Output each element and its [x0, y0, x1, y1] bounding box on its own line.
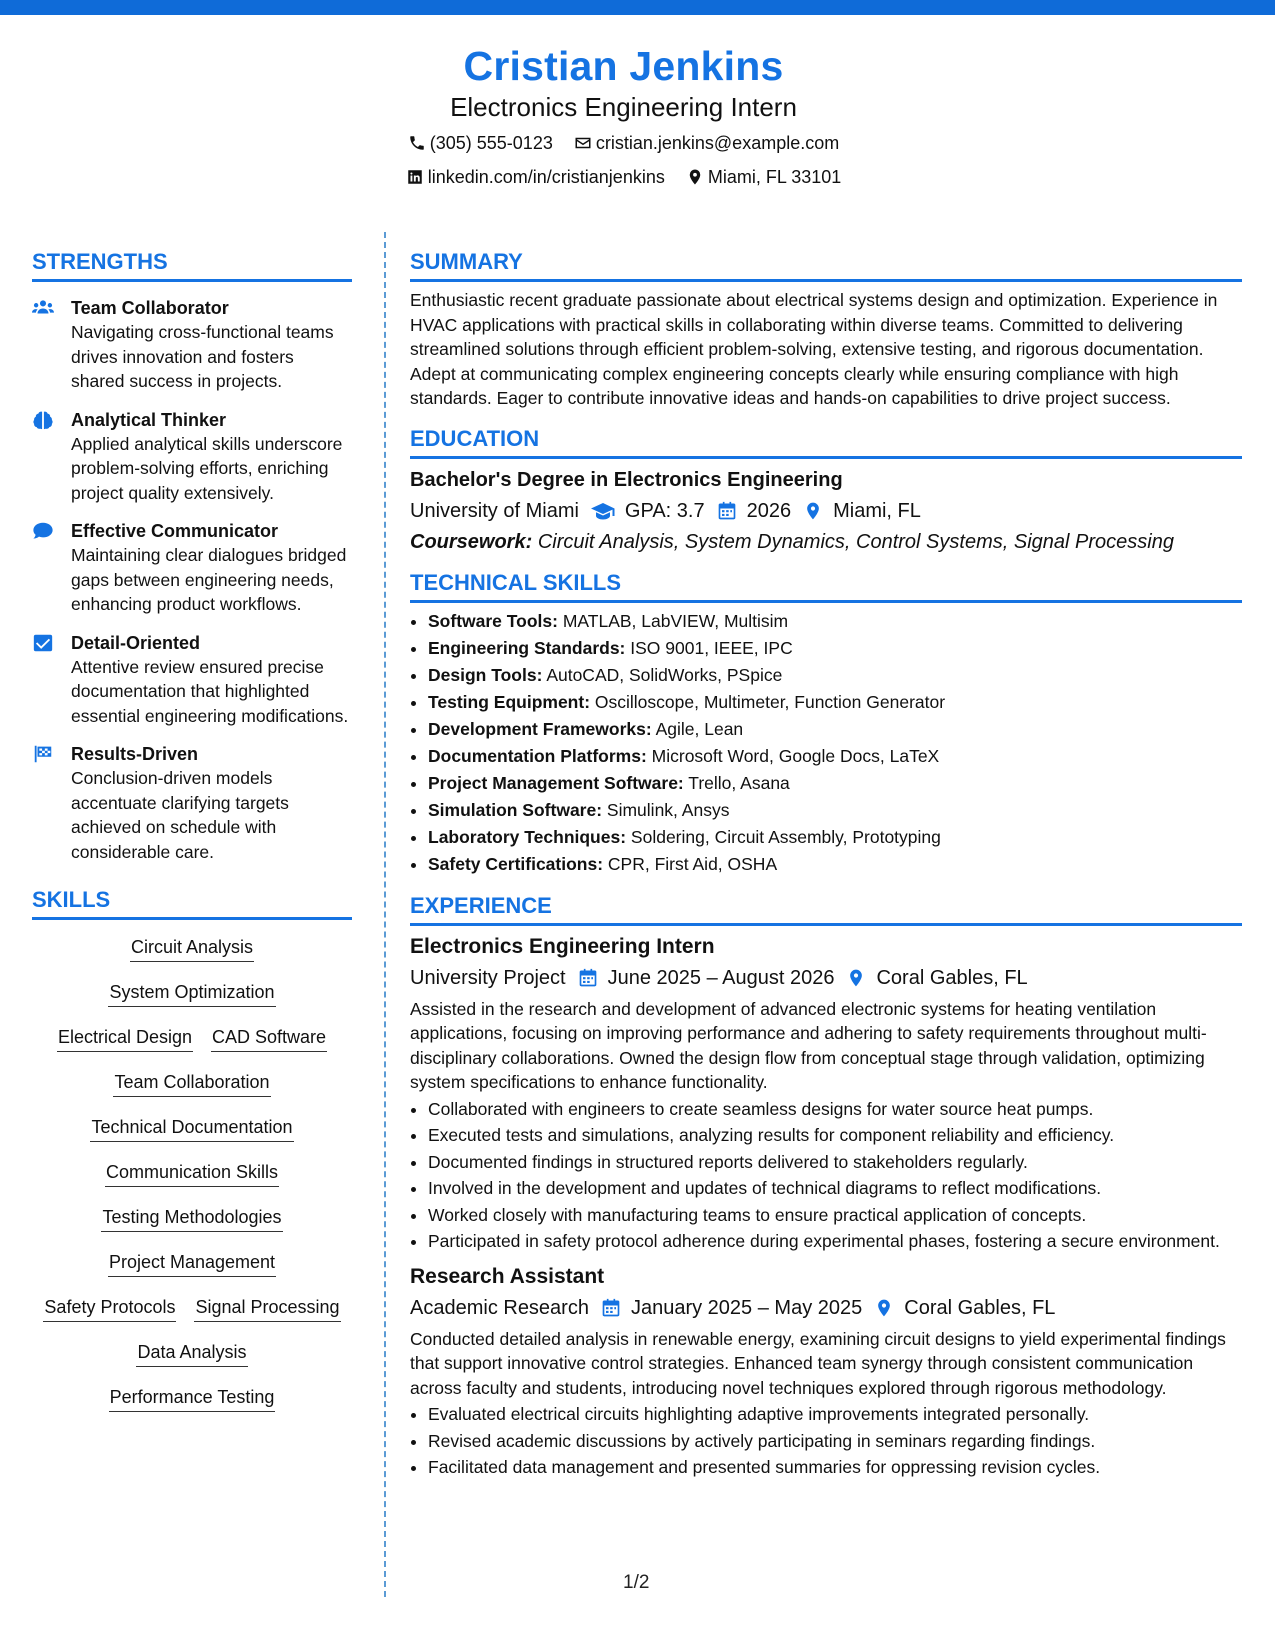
- strength-desc: Applied analytical skills underscore problem-solving efforts, enriching project quality extensively.: [71, 433, 343, 503]
- skill-tag: Communication Skills: [105, 1159, 279, 1187]
- skill-tag: Safety Protocols: [43, 1294, 176, 1322]
- school-name: University of Miami: [410, 499, 579, 522]
- candidate-name: Cristian Jenkins: [463, 43, 784, 89]
- gpa-text: GPA: 3.7: [624, 499, 705, 522]
- job-title: Electronics Engineering Intern: [410, 934, 715, 958]
- brain-icon: [32, 410, 54, 430]
- skill-values: Microsoft Word, Google Docs, LaTeX: [651, 745, 940, 766]
- skill-tag: Circuit Analysis: [130, 934, 254, 962]
- strength-item: [32, 296, 352, 394]
- list-item: • Evaluated electrical circuits highlighting adaptive improvements integrated personally.: [428, 1402, 1242, 1427]
- calendar-icon: [578, 968, 598, 988]
- skill-row: [32, 1294, 352, 1339]
- map-pin-icon: [803, 501, 823, 521]
- job-org: Academic Research: [410, 1296, 589, 1319]
- strength-title: Analytical Thinker: [71, 409, 227, 430]
- chat-icon: [32, 521, 54, 541]
- list-item: • Involved in the development and updates of technical diagrams to reflect modifications.: [428, 1176, 1242, 1201]
- technical-skills-section: [410, 569, 1242, 878]
- list-item: • Worked closely with manufacturing teams to ensure practical application of concepts.: [428, 1203, 1242, 1228]
- skill-row: [32, 1204, 352, 1249]
- technical-skills-list: [410, 608, 1242, 878]
- job-title: Research Assistant: [410, 1264, 605, 1288]
- skill-category: Documentation Platforms:: [428, 745, 647, 766]
- skill-category: Engineering Standards:: [428, 637, 626, 658]
- education-heading: EDUCATION: [410, 425, 1242, 459]
- list-item: [428, 851, 1242, 878]
- skill-row: [32, 1024, 352, 1069]
- map-pin-icon: [686, 168, 704, 186]
- skill-values: Agile, Lean: [655, 718, 744, 739]
- skill-values: CPR, First Aid, OSHA: [607, 853, 778, 874]
- left-column: [32, 248, 352, 1429]
- phone-text: (305) 555-0123: [429, 133, 553, 153]
- grad-year: 2026: [746, 499, 792, 522]
- skill-row: [32, 1114, 352, 1159]
- skill-values: Oscilloscope, Multimeter, Function Generator: [594, 691, 946, 712]
- skill-values: Simulink, Ansys: [606, 799, 730, 820]
- skill-tag: Technical Documentation: [90, 1114, 293, 1142]
- list-item: • Participated in safety protocol adherence during experimental phases, fostering a secure environment.: [428, 1229, 1242, 1254]
- list-item: • Executed tests and simulations, analyzing results for component reliability and efficiency.: [428, 1123, 1242, 1148]
- skill-tag: CAD Software: [211, 1024, 327, 1052]
- graduation-cap-icon: [591, 501, 615, 521]
- skill-values: MATLAB, LabVIEW, Multisim: [562, 610, 789, 631]
- skill-tag: Data Analysis: [136, 1339, 247, 1367]
- school-location: Miami, FL: [833, 499, 921, 522]
- location-contact: [686, 166, 841, 188]
- email-text: cristian.jenkins@example.com: [595, 133, 840, 153]
- strength-desc: Maintaining clear dialogues bridged gaps between engineering needs, enhancing product workflows.: [71, 545, 347, 614]
- skill-row: [32, 1339, 352, 1384]
- list-item: [428, 770, 1242, 797]
- list-item: • Revised academic discussions by actively participating in seminars regarding findings.: [428, 1429, 1242, 1454]
- strength-item: [32, 408, 352, 506]
- location-text: Miami, FL 33101: [707, 167, 842, 187]
- list-item: [428, 797, 1242, 824]
- envelope-icon: [574, 134, 592, 152]
- users-icon: [32, 298, 54, 318]
- skill-category: Development Frameworks:: [428, 718, 652, 739]
- strength-item: [32, 742, 352, 864]
- job-entry: [410, 934, 1242, 1254]
- strength-item: [32, 519, 352, 617]
- skill-category: Design Tools:: [428, 664, 543, 685]
- strength-desc: Attentive review ensured precise documentation that highlighted essential engineering modifications.: [71, 656, 349, 726]
- job-meta: [410, 1295, 1242, 1321]
- skill-values: Trello, Asana: [688, 772, 790, 793]
- strengths-heading: STRENGTHS: [32, 248, 352, 282]
- experience-section: [410, 892, 1242, 1480]
- skill-tag: Signal Processing: [194, 1294, 340, 1322]
- column-divider: [384, 232, 386, 1597]
- job-dates: June 2025 – August 2026: [607, 966, 835, 989]
- job-description: Assisted in the research and development of advanced electronic systems for heating ventilation applications, focusing on improving performance and adhering to safety requirements throughout multi-disciplinary collaborations. Owned the design flow from conceptual stage through validation, optimizing system specifications to enhance functionality.: [410, 998, 1207, 1092]
- list-item: [428, 824, 1242, 851]
- page-number: 1/2: [623, 1572, 650, 1593]
- education-meta: [410, 498, 1242, 524]
- email-contact[interactable]: [574, 132, 839, 154]
- skill-row: [32, 1249, 352, 1294]
- skill-tag: Project Management: [108, 1249, 276, 1277]
- calendar-icon: [717, 501, 737, 521]
- skills-list: [32, 934, 352, 1429]
- education-section: [410, 425, 1242, 555]
- checkbox-icon: [32, 633, 54, 653]
- skill-row: [32, 1384, 352, 1429]
- strength-desc: Conclusion-driven models accentuate clarifying targets achieved on schedule with considerable care.: [71, 768, 289, 862]
- job-dates: January 2025 – May 2025: [630, 1296, 863, 1319]
- skill-row: [32, 934, 352, 979]
- job-location: Coral Gables, FL: [904, 1296, 1056, 1319]
- job-org: University Project: [410, 966, 566, 989]
- phone-contact[interactable]: [408, 132, 553, 154]
- skill-tag: System Optimization: [108, 979, 275, 1007]
- technical-skills-heading: TECHNICAL SKILLS: [410, 569, 1242, 603]
- skill-category: Laboratory Techniques:: [428, 826, 627, 847]
- degree-title: Bachelor's Degree in Electronics Engineering: [410, 468, 843, 491]
- coursework-list: Circuit Analysis, System Dynamics, Control Systems, Signal Processing: [537, 530, 1174, 553]
- skills-heading: SKILLS: [32, 886, 352, 920]
- linkedin-text: linkedin.com/in/cristianjenkins: [427, 167, 665, 187]
- job-bullets: [410, 1402, 1242, 1480]
- list-item: • Documented findings in structured reports delivered to stakeholders regularly.: [428, 1150, 1242, 1175]
- skill-category: Project Management Software:: [428, 772, 684, 793]
- job-description: Conducted detailed analysis in renewable energy, examining circuit designs to yield experimental findings that support innovative control strategies. Enhanced team synergy through consistent communication across faculty and students, introducing novel techniques explored through rigorous methodology.: [410, 1328, 1226, 1398]
- summary-text: Enthusiastic recent graduate passionate about electrical systems design and optimization. Experience in HVAC applications with practical skills in collaborating within diverse teams. Committed to delivering streamlined solutions through efficient problem-solving, extensive testing, and rigorous documentation. Adept at communicating complex engineering concepts clearly while ensuring compliance with high standards. Eager to contribute innovative ideas and hands-on capabilities to drive project success.: [410, 290, 1218, 408]
- coursework: [410, 529, 1242, 555]
- contact-row-1: [0, 132, 1275, 157]
- skill-category: Safety Certifications:: [428, 853, 604, 874]
- calendar-icon: [601, 1298, 621, 1318]
- skill-category: Testing Equipment:: [428, 691, 591, 712]
- contact-row-2: [0, 166, 1275, 191]
- skill-category: Software Tools:: [428, 610, 558, 631]
- list-item: • Collaborated with engineers to create seamless designs for water source heat pumps.: [428, 1097, 1242, 1122]
- summary-heading: SUMMARY: [410, 248, 1242, 282]
- linkedin-contact[interactable]: [406, 166, 665, 188]
- experience-heading: EXPERIENCE: [410, 892, 1242, 926]
- job-bullets: [410, 1097, 1242, 1254]
- coursework-label: Coursework:: [410, 530, 533, 553]
- job-entry: [410, 1264, 1242, 1480]
- resume-header: [0, 42, 1275, 191]
- map-pin-icon: [846, 968, 866, 988]
- job-location: Coral Gables, FL: [876, 966, 1028, 989]
- skill-tag: Performance Testing: [109, 1384, 276, 1412]
- skill-category: Simulation Software:: [428, 799, 603, 820]
- list-item: [428, 743, 1242, 770]
- strength-title: Results-Driven: [71, 744, 199, 764]
- phone-icon: [408, 134, 426, 152]
- skill-tag: Testing Methodologies: [101, 1204, 282, 1232]
- strength-desc: Navigating cross-functional teams drives innovation and fosters shared success in projects.: [71, 322, 334, 391]
- skill-tag: Electrical Design: [57, 1024, 193, 1052]
- list-item: [428, 716, 1242, 743]
- right-column: [410, 248, 1242, 1482]
- skill-row: [32, 979, 352, 1024]
- list-item: [428, 689, 1242, 716]
- list-item: [428, 635, 1242, 662]
- skill-values: AutoCAD, SolidWorks, PSpice: [546, 664, 783, 685]
- skill-values: ISO 9001, IEEE, IPC: [630, 637, 793, 658]
- skill-row: [32, 1159, 352, 1204]
- top-accent-bar: [0, 0, 1275, 15]
- list-item: [428, 662, 1242, 689]
- job-meta: [410, 965, 1242, 991]
- list-item: [428, 608, 1242, 635]
- flag-checkered-icon: [32, 744, 54, 764]
- linkedin-icon: [406, 168, 424, 186]
- skill-tag: Team Collaboration: [113, 1069, 270, 1097]
- list-item: • Facilitated data management and presented summaries for oppressing revision cycles.: [428, 1455, 1242, 1480]
- strength-title: Detail-Oriented: [71, 632, 201, 653]
- skill-row: [32, 1069, 352, 1114]
- skill-values: Soldering, Circuit Assembly, Prototyping: [630, 826, 941, 847]
- map-pin-icon: [874, 1298, 894, 1318]
- candidate-title: Electronics Engineering Intern: [450, 92, 797, 122]
- strength-title: Team Collaborator: [71, 298, 229, 318]
- strength-item: [32, 631, 352, 729]
- strength-title: Effective Communicator: [71, 521, 279, 541]
